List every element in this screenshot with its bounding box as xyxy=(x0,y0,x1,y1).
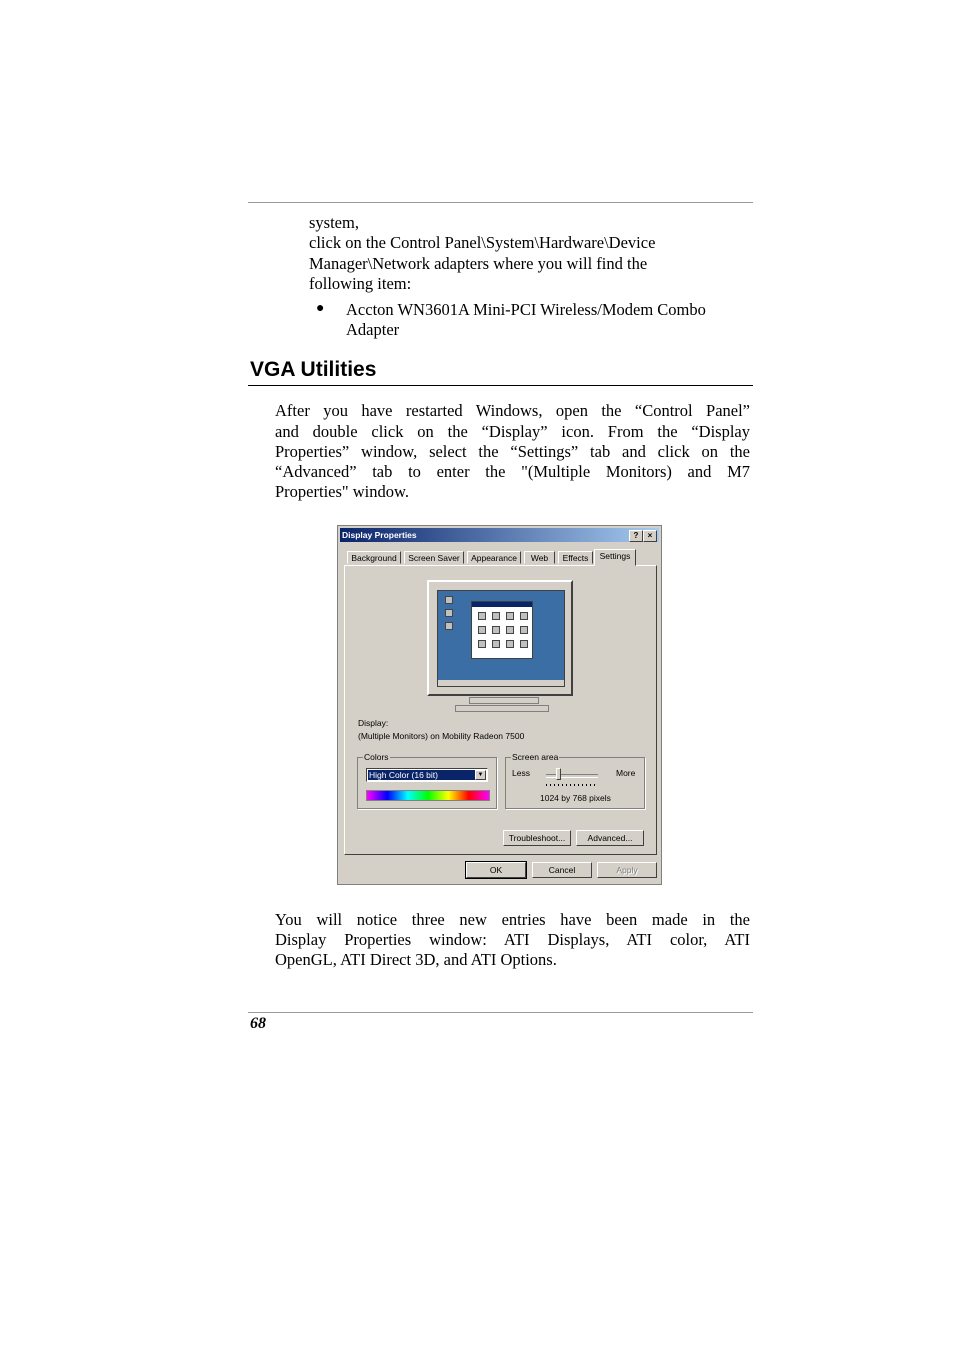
colors-label: Colors xyxy=(364,752,389,762)
monitor-screen xyxy=(437,590,565,687)
screen-area-group xyxy=(505,752,645,809)
desktop-icon xyxy=(445,609,453,617)
control-panel-icon xyxy=(478,626,486,634)
bottom-rule xyxy=(248,1012,753,1013)
cancel-button[interactable]: Cancel xyxy=(532,862,592,878)
section-heading: VGA Utilities xyxy=(250,358,377,381)
resolution-slider-thumb[interactable] xyxy=(556,768,561,780)
bullet-dot: ● xyxy=(316,301,325,316)
colors-select[interactable] xyxy=(366,768,488,782)
advanced-button[interactable]: Advanced... xyxy=(576,830,644,846)
resolution-slider-track[interactable] xyxy=(546,774,598,778)
less-label: Less xyxy=(512,768,530,778)
control-panel-icon xyxy=(478,612,486,620)
intro-line-4: following item: xyxy=(309,274,412,293)
page-number: 68 xyxy=(250,1015,266,1032)
mini-taskbar xyxy=(438,680,564,686)
title-bar xyxy=(340,528,659,542)
slider-ticks xyxy=(546,784,598,786)
top-rule xyxy=(248,202,753,203)
apply-button[interactable]: Apply xyxy=(597,862,657,878)
intro-line-3: Manager\Network adapters where you will find the xyxy=(309,254,648,273)
intro-line-2: click on the Control Panel\System\Hardware\Device xyxy=(309,233,656,252)
intro-line-1: system, xyxy=(309,213,359,232)
troubleshoot-button[interactable]: Troubleshoot... xyxy=(503,830,571,846)
colors-value: High Color (16 bit) xyxy=(368,770,475,780)
desktop-icon xyxy=(445,596,453,604)
display-properties-dialog xyxy=(337,525,662,885)
monitor-stand xyxy=(469,697,539,704)
settings-panel xyxy=(344,565,657,855)
tab-background[interactable]: Background xyxy=(347,551,401,564)
para2-line-3: OpenGL, ATI Direct 3D, and ATI Options. xyxy=(275,950,557,969)
para1-line-2: and double click on the “Display” icon. From the “Display xyxy=(275,422,750,441)
desktop-icon xyxy=(445,622,453,630)
ok-button[interactable]: OK xyxy=(466,862,526,878)
more-label: More xyxy=(616,768,636,778)
control-panel-icon xyxy=(506,640,514,648)
tab-web[interactable]: Web xyxy=(524,551,555,564)
para1-line-5: Properties" window. xyxy=(275,482,409,501)
display-label: Display: xyxy=(358,718,389,728)
help-button[interactable]: ? xyxy=(629,530,643,542)
chevron-down-icon[interactable]: ▼ xyxy=(475,770,486,780)
tab-appearance[interactable]: Appearance xyxy=(467,551,521,564)
para1-line-4: “Advanced” tab to enter the "(Multiple Monitors) and M7 xyxy=(275,462,750,481)
monitor-base xyxy=(455,705,549,712)
tab-screen-saver[interactable]: Screen Saver xyxy=(404,551,464,564)
display-value: (Multiple Monitors) on Mobility Radeon 7500 xyxy=(358,731,525,741)
control-panel-icon xyxy=(492,640,500,648)
control-panel-icon xyxy=(506,612,514,620)
tab-effects[interactable]: Effects xyxy=(558,551,593,564)
control-panel-icon xyxy=(520,612,528,620)
heading-rule xyxy=(248,385,753,386)
bullet-text-cont: Adapter xyxy=(346,320,400,339)
color-spectrum xyxy=(366,790,490,801)
control-panel-icon xyxy=(478,640,486,648)
para2-line-1: You will notice three new entries have been made in the xyxy=(275,910,750,929)
resolution-value: 1024 by 768 pixels xyxy=(540,793,611,803)
mini-titlebar xyxy=(472,602,532,607)
close-button[interactable]: × xyxy=(643,530,657,542)
control-panel-icon xyxy=(492,612,500,620)
control-panel-icon xyxy=(520,626,528,634)
para2-line-2: Display Properties window: ATI Displays, ATI color, ATI xyxy=(275,930,750,949)
control-panel-icon xyxy=(506,626,514,634)
colors-group xyxy=(357,752,497,809)
monitor-preview xyxy=(427,580,573,696)
dialog-title: Display Properties xyxy=(342,530,417,540)
bullet-text: Accton WN3601A Mini-PCI Wireless/Modem Combo xyxy=(346,300,706,319)
screen-area-label: Screen area xyxy=(512,752,559,762)
control-panel-icon xyxy=(492,626,500,634)
control-panel-window-preview xyxy=(471,601,533,659)
para1-line-3: Properties” window, select the “Settings” tab and click on the xyxy=(275,442,750,461)
para1-line-1: After you have restarted Windows, open the “Control Panel” xyxy=(275,401,750,420)
control-panel-icon xyxy=(520,640,528,648)
tab-settings[interactable]: Settings xyxy=(594,549,636,566)
